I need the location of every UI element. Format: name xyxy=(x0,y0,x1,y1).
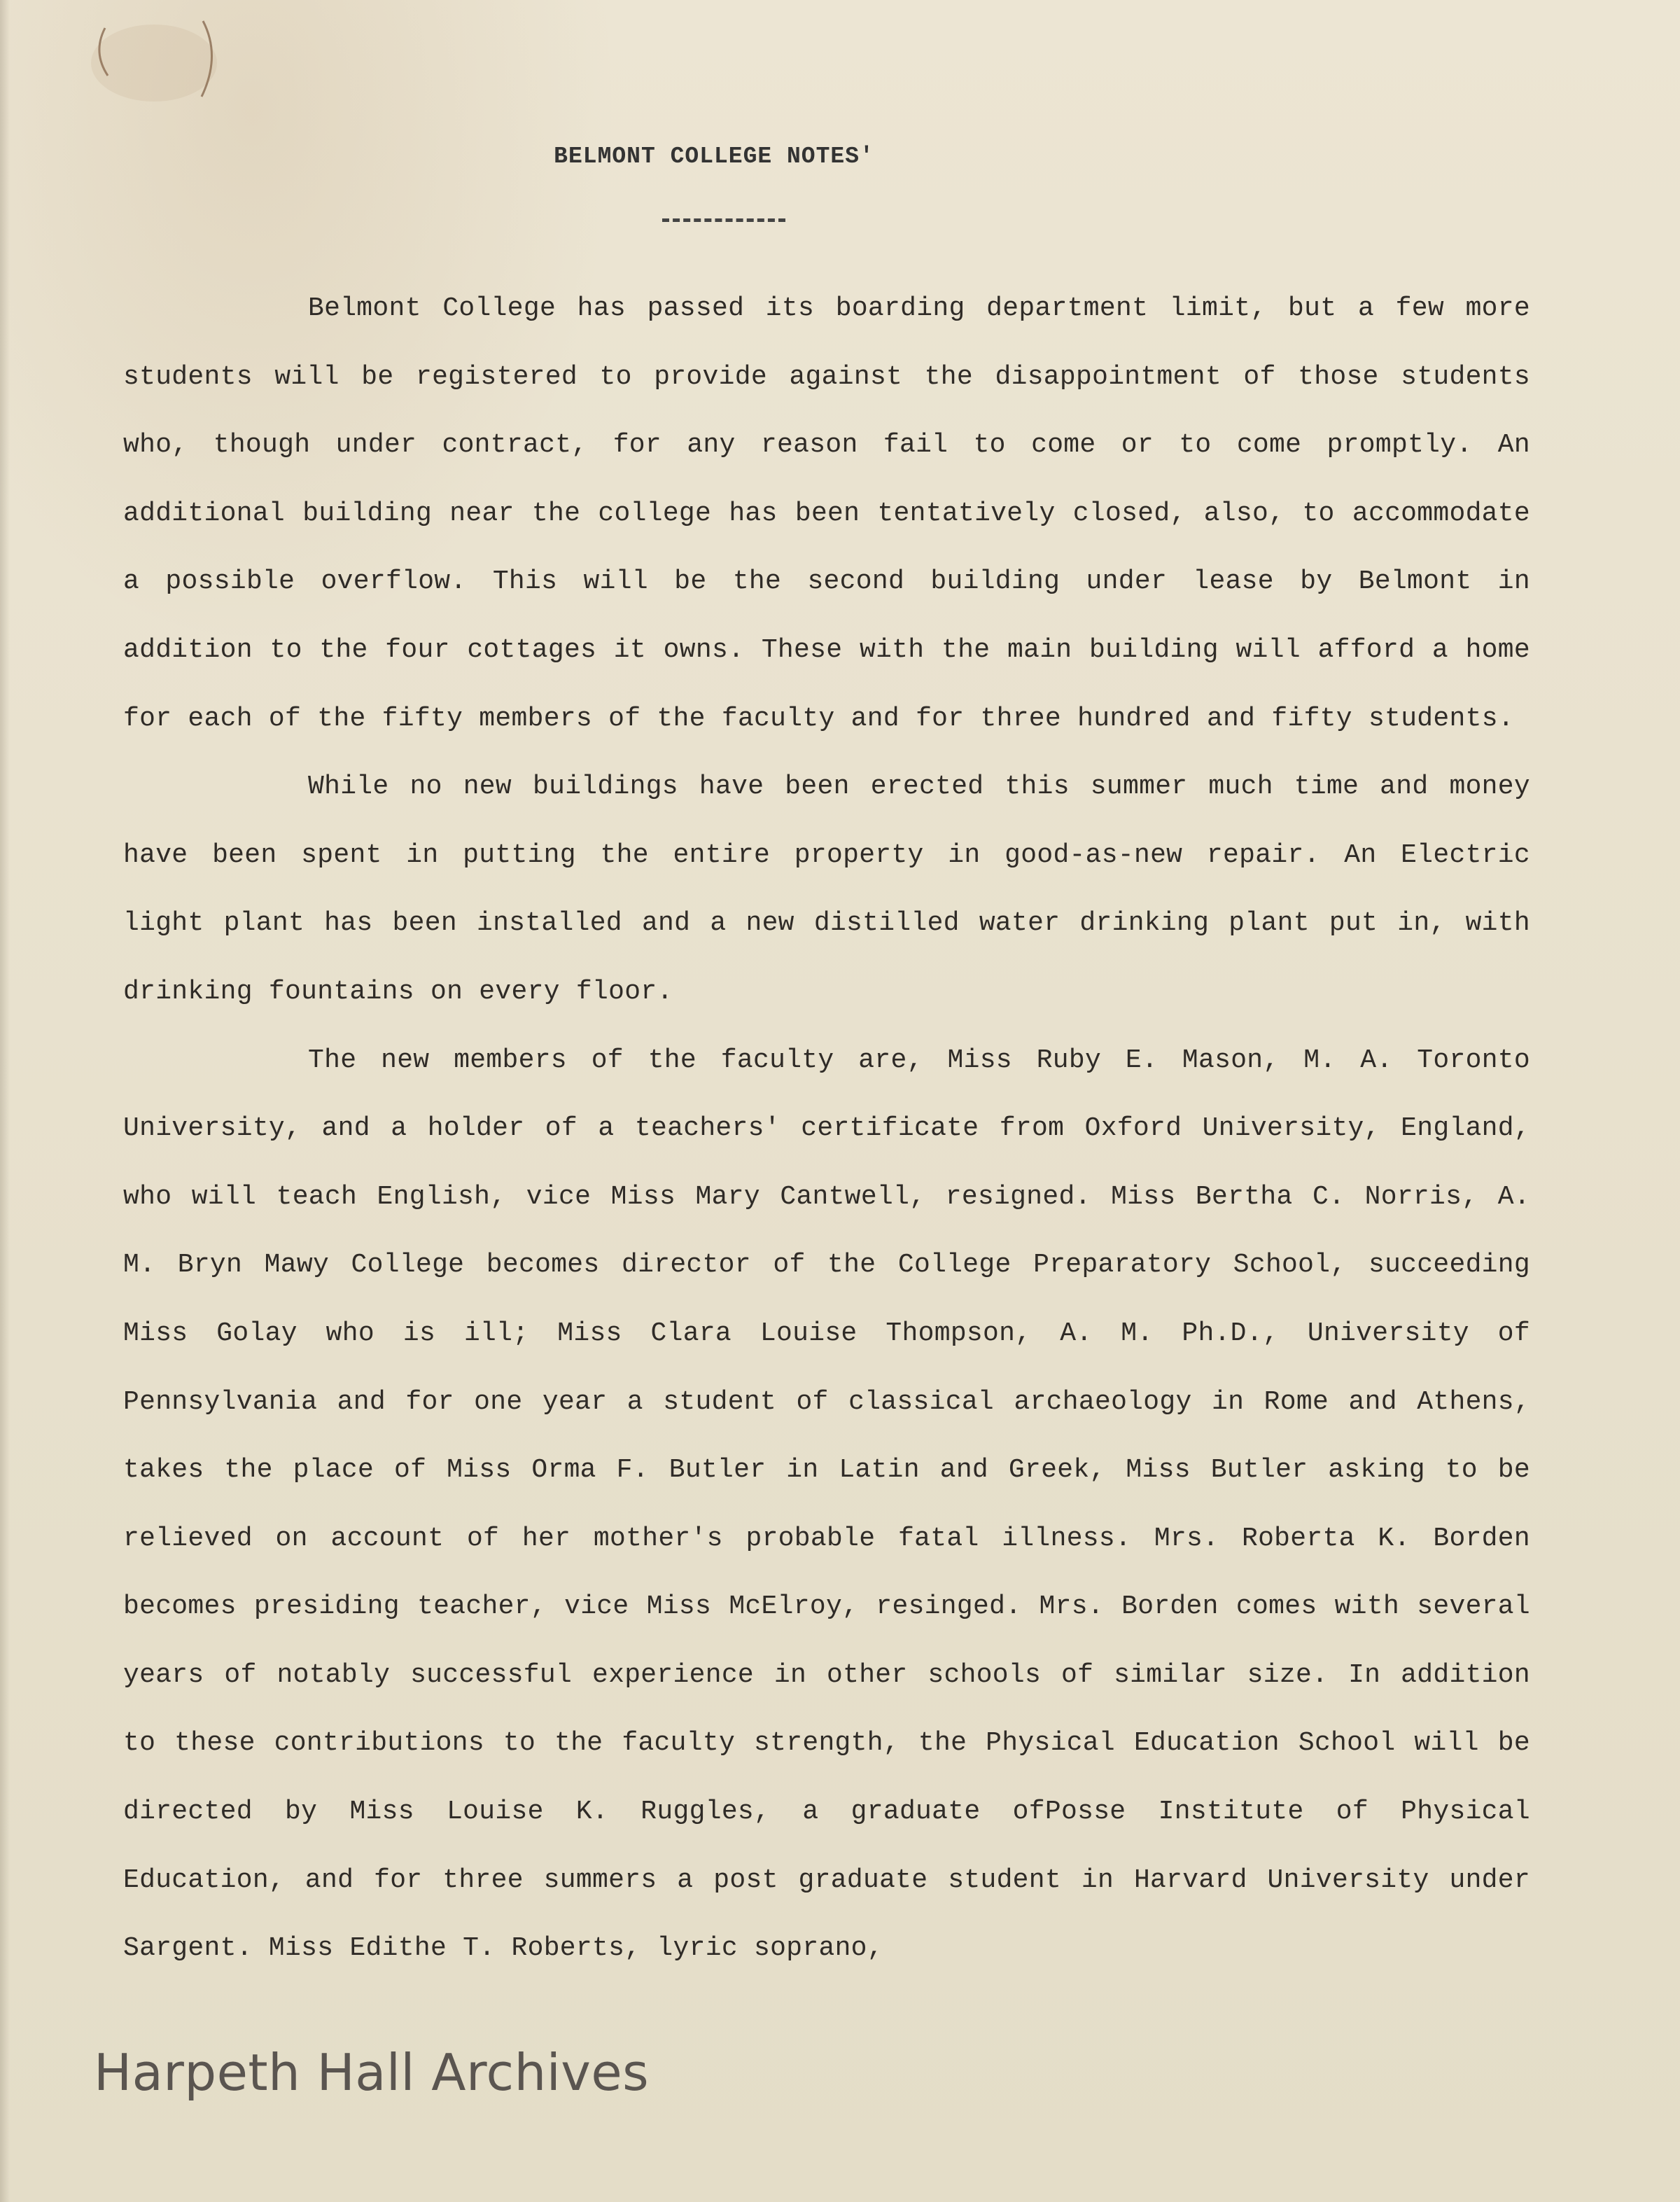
archive-watermark: Harpeth Hall Archives xyxy=(94,2043,650,2102)
paragraph-boarding: Belmont College has passed its boarding department limit, but a few more students will be registered to provide against the disappointment of those students who, though under contract, for any reason fail to come or to come promptly. An additional building near the college has been tentatively closed, also, to accommodate a possible overflow. This will be the second building under lease by Belmont in addition to the four cottages it owns. These with the main building will afford a home for each of the fifty members of the faculty and for three hundred and fifty students. xyxy=(123,293,1530,734)
paragraph-repairs: While no new buildings have been erected this summer much time and money have been spent in putting the entire property in good-as-new repair. An Electric light plant has been installed and a new distilled water drinking plant put in, with drinking fountains on every floor. xyxy=(123,772,1530,1007)
pencil-bracket-mark xyxy=(84,14,238,112)
document-body xyxy=(123,274,1530,1983)
paragraph-faculty: The new members of the faculty are, Miss Ruby E. Mason, M. A. Toronto University, and a holder of a teachers' certificate from Oxford University, England, who will teach English, vice Miss Mary Cantwell, resigned. Miss Bertha C. Norris, A. M. Bryn Mawy College becomes director of the College Preparatory School, succeeding Miss Golay who is ill; Miss Clara Louise Thompson, A. M. Ph.D., University of Pennsylvania and for one year a student of classical archaeology in Rome and Athens, takes the place of Miss Orma F. Butler in Latin and Greek, Miss Butler asking to be relieved on account of her mother's probable fatal illness. Mrs. Roberta K. Borden becomes presiding teacher, vice Miss McElroy, resinged. Mrs. Borden comes with several years of notably successful experience in other schools of similar size. In addition to these contributions to the faculty strength, the Physical Education School will be directed by Miss Louise K. Ruggles, a graduate ofPosse Institute of Physical Education, and for three summers a post graduate student in Harvard University under Sargent. Miss Edithe T. Roberts, lyric soprano, xyxy=(123,1045,1530,1964)
document-title: BELMONT COLLEGE NOTES' xyxy=(554,144,874,169)
title-underline-rule xyxy=(662,218,785,222)
paper-edge-shadow xyxy=(0,0,10,2202)
